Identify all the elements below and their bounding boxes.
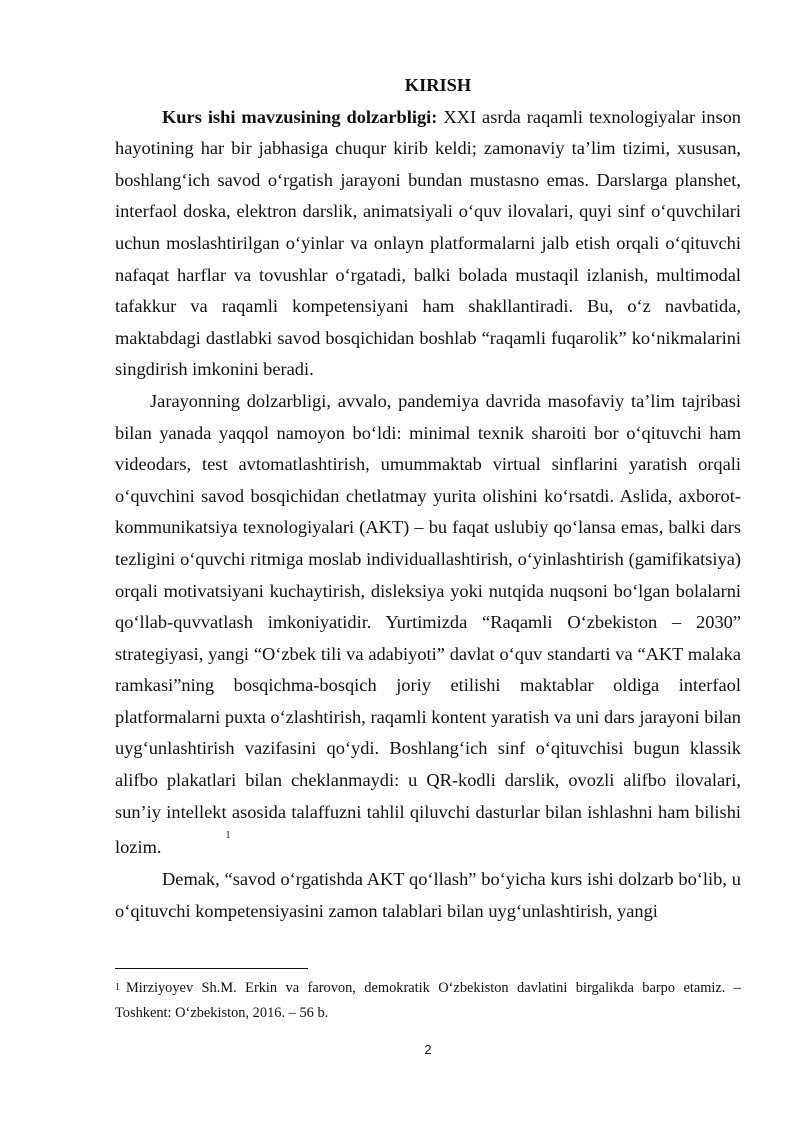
footnote — [115, 976, 741, 1026]
paragraph-2 — [115, 386, 741, 864]
page-number: 2 — [424, 1042, 432, 1057]
paragraph-1-body: XXI asrda raqamli texnologiyalar inson hayotining har bir jabhasiga chuqur kirib keldi; zamonaviy ta’lim tizimi, xususan, boshlang‘ich savod o‘rgatish jarayoni bundan mustasno emas. Darslarga planshet, interfaol doska, elektron darslik, animatsiyali o‘quv ilovalari, quyi sinf o‘quvchilari uchun moslashtirilgan o‘yinlar va onlayn platformalarni jalb etish orqali o‘qituvchi nafaqat harflar va tovushlar o‘rgatadi, balki bolada mustaqil izlanish, multimodal tafakkur va raqamli kompetensiyani ham shakllantiradi. Bu, o‘z navbatida, maktabdagi dastlabki savod bosqichidan boshlab “raqamli fuqarolik” ko‘nikmalarini singdirish imkonini beradi. — [115, 106, 741, 380]
footnote-number: 1 — [115, 982, 120, 993]
footnote-text: Mirziyoyev Sh.M. Erkin va farovon, demokratik O‘zbekiston davlatini birgalikda barpo etamiz. – Toshkent: O‘zbekiston, 2016. – 56 b. — [115, 980, 741, 1021]
footnote-divider — [115, 968, 308, 969]
paragraph-3 — [115, 864, 741, 927]
paragraph-3-body: Demak, “savod o‘rgatishda AKT qo‘llash” bo‘yicha kurs ishi dolzarb bo‘lib, u o‘qituvchi kompetensiyasini zamon talablari bilan uyg‘unlashtirish, yangi — [115, 868, 741, 921]
paragraph-2-body: Jarayonning dolzarbligi, avvalo, pandemiya davrida masofaviy ta’lim tajribasi bilan yanada yaqqol namoyon bo‘ldi: minimal texnik sharoiti bor o‘qituvchi ham videodars, test avtomatlashtirish, umummaktab virtual sinflarini yaratish orqali o‘quvchini savod bosqichidan chetlatmay yurita olishini ko‘rsatdi. Aslida, axborot-kommunikatsiya texnologiyalari (AKT) – bu faqat uslubiy qo‘lansa emas, balki dars tezligini o‘quvchi ritmiga moslab individuallashtirish, o‘yinlashtirish (gamifikatsiya) orqali motivatsiyani kuchaytirish, disleksiya yoki nutqida nuqsoni bo‘lgan bolalarni qo‘llab-quvvatlash imkoniyatidir. Yurtimizda “Raqamli O‘zbekiston – 2030” strategiyasi, yangi “O‘zbek tili va adabiyoti” davlat o‘quv standarti va “AKT malaka ramkasi”ning bosqichma-bosqich joriy etilishi maktablar oldiga interfaol platformalarni puxta o‘zlashtirish, raqamli kontent yaratish va uni dars jarayoni bilan uyg‘unlashtirish vazifasini qo‘ydi. Boshlang‘ich sinf o‘qituvchisi bugun klassik alifbo plakatlari bilan cheklanmaydi: u QR-kodli darslik, ovozli alifbo ilovalari, sun’iy intellekt asosida talaffuzni tahlil qiluvchi dasturlar bilan ishlashni ham bilishi lozim. — [115, 390, 741, 858]
paragraph-lead: Kurs ishi mavzusining dolzarbligi: — [162, 106, 438, 127]
main-text — [115, 70, 741, 927]
footnote-reference: 1 — [225, 830, 231, 842]
page-title: KIRISH — [404, 75, 472, 95]
paragraph-1 — [115, 102, 741, 386]
